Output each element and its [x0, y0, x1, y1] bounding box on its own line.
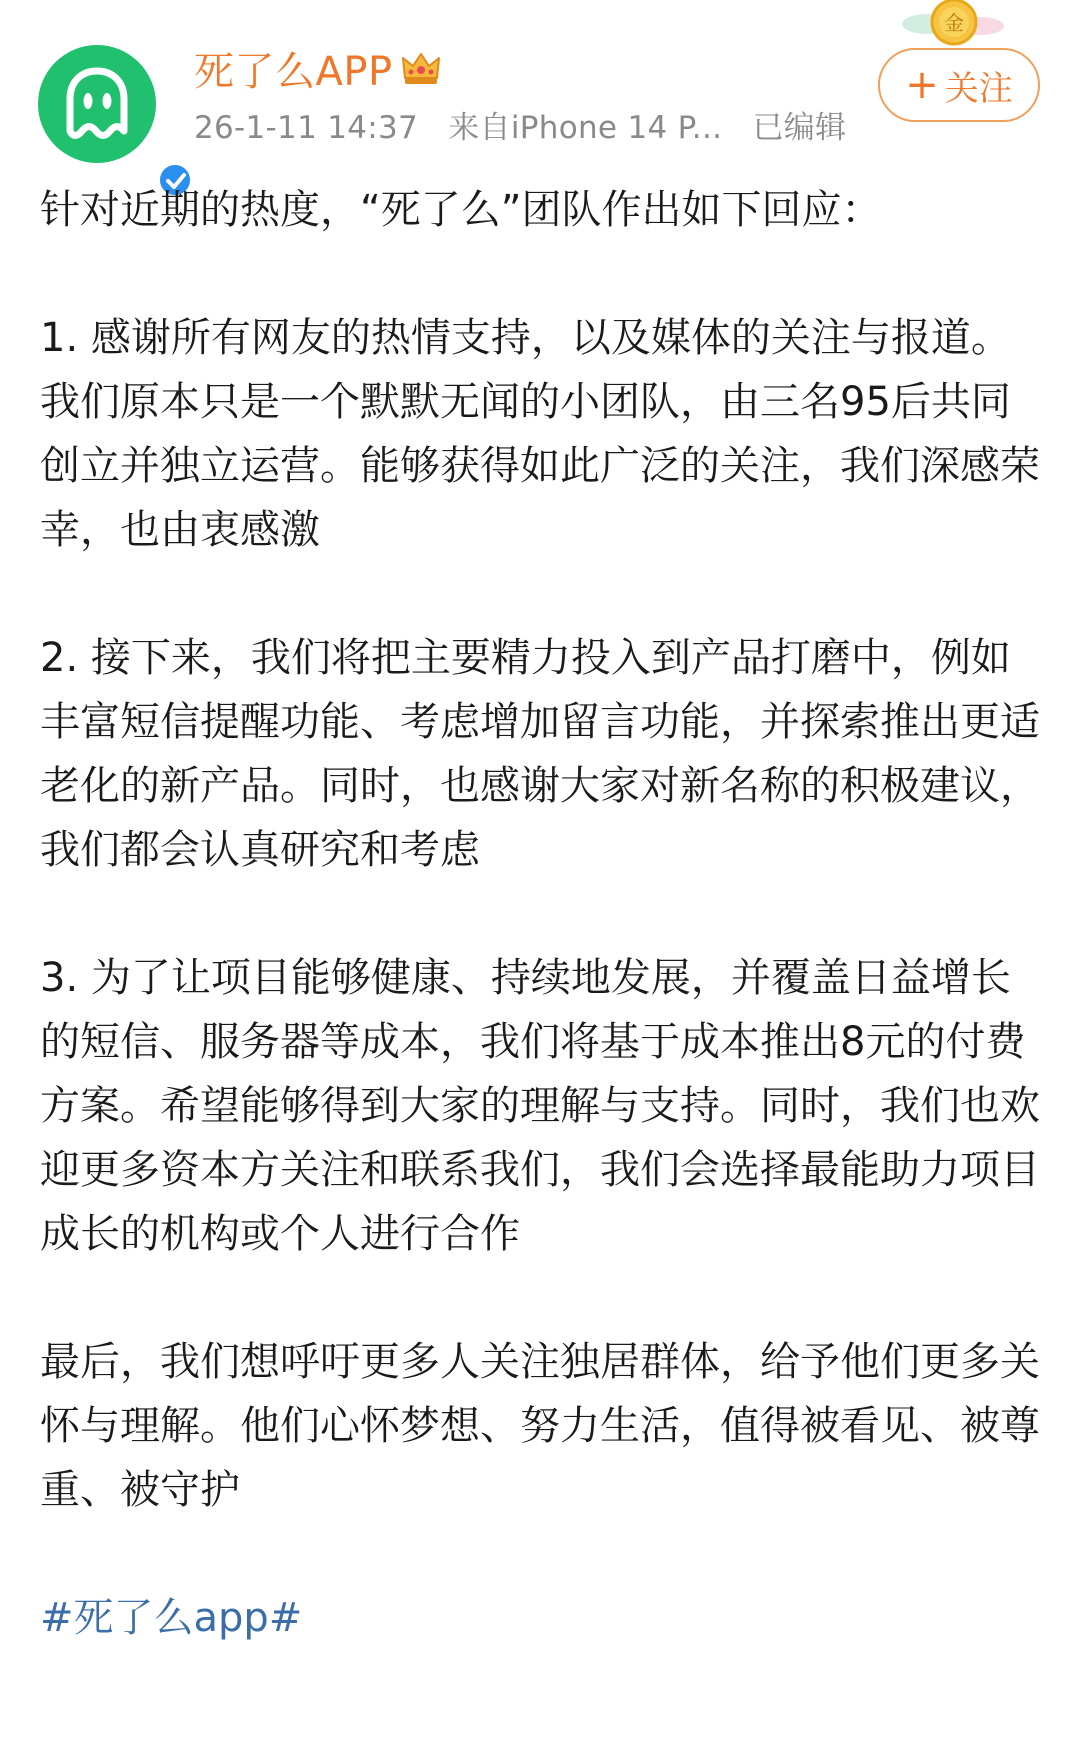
post-meta: [194, 102, 866, 147]
hashtag-link[interactable]: #死了么app#: [40, 1595, 303, 1641]
ghost-logo-icon: [38, 45, 156, 163]
plus-icon: +: [905, 62, 939, 108]
post-closing: 最后，我们想呼吁更多人关注独居群体，给予他们更多关怀与理解。他们心怀梦想、努力生活，值得被看见、被尊重、被守护: [40, 1339, 1040, 1513]
gold-medal-icon: [898, 0, 1008, 50]
post-point-2: 2. 接下来，我们将把主要精力投入到产品打磨中，例如丰富短信提醒功能、考虑增加留言功能，并探索推出更适老化的新产品。同时，也感谢大家对新名称的积极建议，我们都会认真研究和考虑: [40, 635, 1040, 873]
post-point-1: 1. 感谢所有网友的热情支持，以及媒体的关注与报道。我们原本只是一个默默无闻的小团队，由三名95后共同创立并独立运营。能够获得如此广泛的关注，我们深感荣幸，也由衷感激: [40, 315, 1040, 553]
post-source: 来自iPhone 14 P...: [448, 110, 723, 146]
username[interactable]: 死了么APP: [194, 48, 393, 95]
medal-label: 金: [944, 11, 964, 35]
post-point-3: 3. 为了让项目能够健康、持续地发展，并覆盖日益增长的短信、服务器等成本，我们将基于成本推出8元的付费方案。希望能够得到大家的理解与支持。同时，我们也欢迎更多资本方关注和联系我们，我们会选择最能助力项目成长的机构或个人进行合作: [40, 955, 1040, 1257]
follow-button[interactable]: [878, 48, 1040, 122]
avatar[interactable]: [38, 45, 156, 163]
crown-icon: [399, 48, 443, 88]
username-row: [194, 40, 443, 96]
post-body: [40, 178, 1040, 1650]
edited-label[interactable]: 已编辑: [752, 110, 847, 146]
follow-label: 关注: [944, 68, 1013, 109]
post-timestamp: 26-1-11 14:37: [194, 110, 419, 146]
post-intro: 针对近期的热度，“死了么”团队作出如下回应：: [40, 187, 882, 233]
